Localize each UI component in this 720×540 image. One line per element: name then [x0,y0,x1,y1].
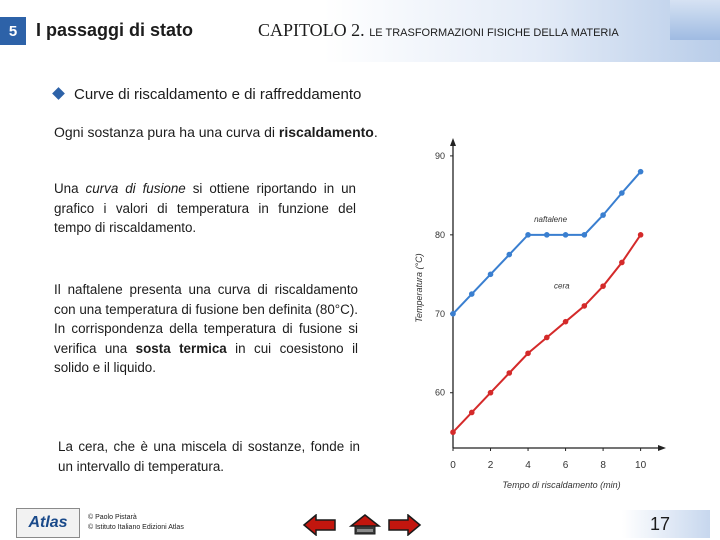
chapter-label-main: CAPITOLO 2. [258,20,365,40]
x-axis-label: Tempo di riscaldamento (min) [502,480,621,490]
y-tick-label: 60 [434,387,445,398]
data-point-naftalene [638,169,644,175]
data-point-naftalene [544,232,550,238]
data-point-cera [469,410,475,416]
series-line-cera [453,235,641,432]
data-point-cera [525,350,531,356]
data-point-cera [544,335,550,341]
heating-curve-chart [400,138,690,493]
header-corner-decoration [670,0,720,40]
arrow-left-icon [302,514,338,536]
series-label-cera: cera [554,281,570,291]
paragraph-naftalene [54,280,358,378]
paragraph-curva-fusione [54,179,356,238]
previous-button[interactable] [300,512,340,538]
x-axis-arrow-icon [658,445,666,451]
paragraph-intro [54,124,378,140]
chapter-label [258,20,619,41]
x-tick-label: 4 [525,460,531,471]
y-axis-arrow-icon [450,138,456,146]
data-point-cera [488,390,494,396]
data-point-naftalene [619,190,625,196]
data-point-naftalene [563,232,569,238]
series-line-naftalene [453,172,641,314]
y-tick-label: 90 [434,150,445,161]
data-point-cera [638,232,644,238]
x-tick-label: 10 [635,460,647,471]
data-point-naftalene [600,212,606,218]
x-tick-label: 8 [600,460,606,471]
data-point-cera [582,303,588,309]
p2-italic: curva di fusione [85,181,186,196]
page-number: 17 [650,514,671,534]
p1-bold: riscaldamento [278,124,374,140]
data-point-cera [506,370,512,376]
copyright [88,513,184,533]
data-point-cera [450,429,456,435]
p1-text: Ogni sostanza pura ha una curva di [54,124,279,140]
paragraph-cera: La cera, che è una miscela di sostanze, fonde in un intervallo di temperatura. [58,439,360,474]
copyright-line-2: © Istituto Italiano Edizioni Atlas [88,524,184,531]
series-label-naftalene: naftalene [534,215,568,225]
x-tick-label: 6 [562,460,569,471]
data-point-naftalene [525,232,531,238]
home-button[interactable] [345,512,385,538]
arrow-right-icon [386,514,422,536]
data-point-naftalene [506,252,512,258]
x-tick-label: 0 [450,460,456,471]
next-button[interactable] [384,512,424,538]
section-title: Curve di riscaldamento e di raffreddamento [74,86,362,103]
copyright-line-1: © Paolo Pistarà [88,514,137,521]
atlas-logo [16,508,80,538]
chapter-subtitle: LE TRASFORMAZIONI FISICHE DELLA MATERIA [369,27,619,39]
data-point-cera [619,260,625,266]
p1-end: . [373,124,378,140]
logo-text: Atlas [28,514,68,531]
bullet-diamond-icon [52,87,65,100]
data-point-naftalene [582,232,588,238]
home-icon [347,513,383,537]
p3-bold: sosta termica [135,340,227,356]
data-point-naftalene [488,272,494,278]
chapter-title: I passaggi di stato [36,20,194,40]
data-point-naftalene [450,311,456,317]
x-tick-label: 2 [487,460,494,471]
p2-text-1: Una [54,181,86,196]
chapter-number-badge: 5 [0,17,26,45]
p3-text-1: Il naftalene presenta una curva di riscaldamento con una temperatura di fusione ben definita (80°C). In corrispondenza della temperatura di fusione si verifica una [54,282,358,356]
y-tick-label: 80 [434,229,445,240]
data-point-cera [563,319,569,325]
data-point-cera [600,283,606,289]
p3-text-2: in cui coesistono il solido e il liquido. [54,340,359,375]
data-point-naftalene [469,291,475,297]
y-axis-label: Temperatura (°C) [414,253,424,323]
p2-text-2: si ottiene riportando in un grafico i valori di temperatura in funzione del tempo di riscaldamento. [54,181,356,235]
y-tick-label: 70 [434,308,445,319]
